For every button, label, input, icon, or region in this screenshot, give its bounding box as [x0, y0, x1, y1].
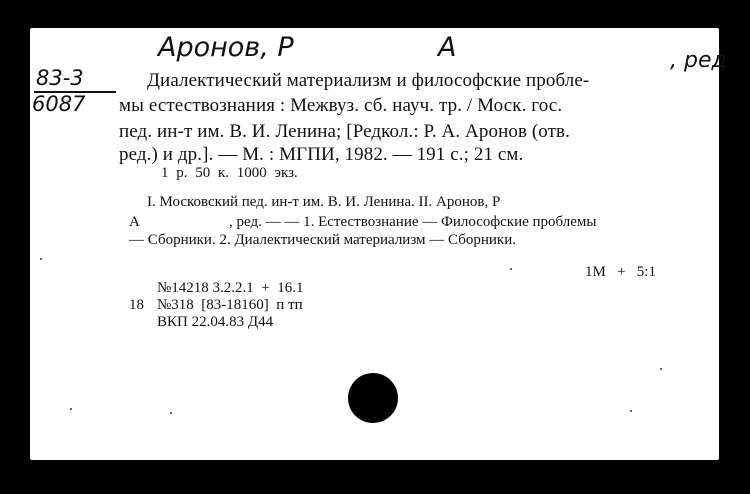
description-line-4: ред.) и др.]. — М. : МГПИ, 1982. — 191 с.; 21 см.: [119, 144, 524, 165]
description-line-2: мы естествознания : Межвуз. сб. науч. тр. / Моск. гос.: [119, 95, 563, 116]
catalog-card: [30, 28, 727, 460]
speck: [510, 268, 512, 270]
tracing-line-3: — Сборники. 2. Диалектический материализм — Сборники.: [129, 232, 516, 248]
speck: [70, 408, 72, 410]
tracing-line-2-prefix: А: [129, 214, 140, 230]
handwritten-role: , ред: [670, 48, 727, 73]
description-line-1: Диалектический материализм и философские пробле-: [147, 70, 590, 91]
speck: [660, 368, 662, 370]
classification-code: 1М + 5:1: [585, 264, 656, 280]
description-line-3: пед. ин-т им. В. И. Ленина; [Редкол.: Р. А. Аронов (отв.: [119, 121, 570, 142]
code-line-3: ВКП 22.04.83 Д44: [157, 314, 274, 330]
speck: [40, 258, 42, 260]
handwritten-letter: А: [438, 32, 457, 63]
call-number-top: 83-3: [36, 66, 84, 90]
speck: [630, 410, 632, 412]
speck: [170, 412, 172, 414]
tracing-line-2: , ред. — — 1. Естествознание — Философские проблемы: [229, 214, 597, 230]
code-row-number: 18: [129, 297, 144, 313]
handwritten-author: Аронов, Р: [158, 32, 294, 63]
tracing-line-1: I. Московский пед. ин-т им. В. И. Ленина. II. Аронов, Р: [147, 194, 501, 210]
code-line-2: №318 [83-18160] п тп: [157, 297, 303, 313]
call-number-bottom: 6087: [32, 92, 86, 116]
punch-hole: [348, 373, 398, 423]
code-line-1: №14218 3.2.2.1 + 16.1: [157, 280, 304, 296]
price-line: 1 р. 50 к. 1000 экз.: [161, 165, 298, 181]
